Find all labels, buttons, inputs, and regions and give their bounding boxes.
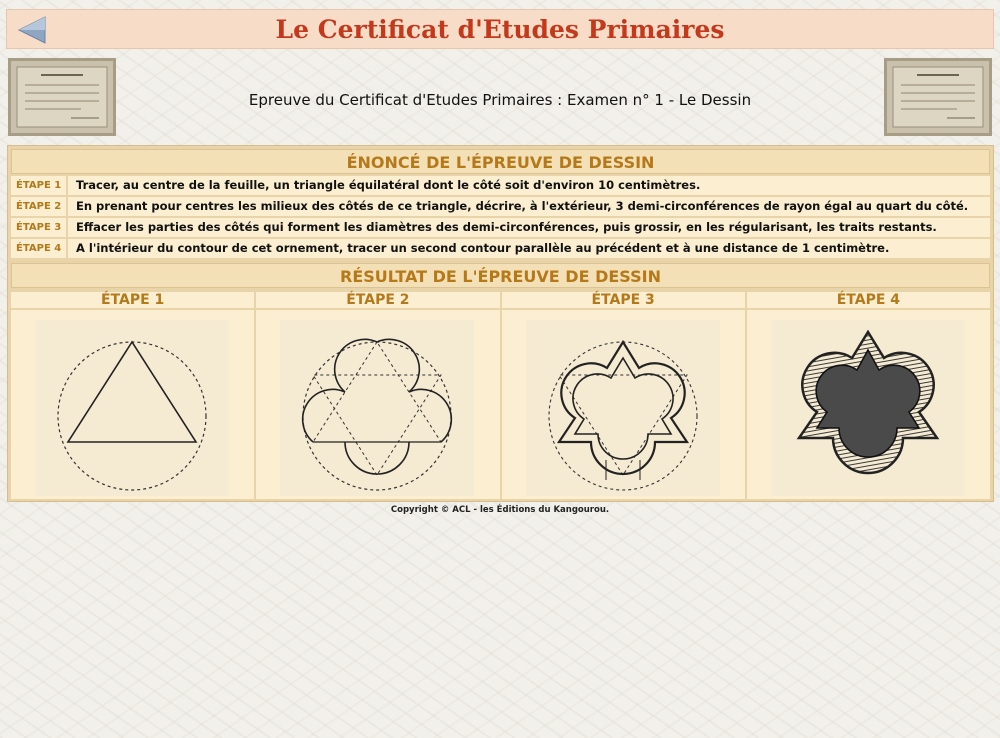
result-step-label: ÉTAPE 3	[502, 292, 745, 308]
result-column	[747, 292, 990, 499]
result-cell	[502, 310, 745, 499]
step-label: ÉTAPE 4	[11, 239, 66, 258]
table-row	[11, 176, 990, 195]
drawing-step-4	[771, 320, 965, 496]
exam-panel	[7, 145, 994, 502]
step-text: En prenant pour centres les milieux des côtés de ce triangle, décrire, à l'extérieur, 3 demi-circonférences de rayon égal au quart du côté.	[68, 197, 990, 216]
header-bar	[6, 9, 994, 49]
resultat-title: RÉSULTAT DE L'ÉPREUVE DE DESSIN	[11, 263, 990, 288]
result-cell	[747, 310, 990, 499]
result-cell	[256, 310, 499, 499]
result-column	[256, 292, 499, 499]
step-label: ÉTAPE 3	[11, 218, 66, 237]
result-column	[502, 292, 745, 499]
drawing-step-1	[35, 320, 229, 496]
enonce-title: ÉNONCÉ DE L'ÉPREUVE DE DESSIN	[11, 149, 990, 174]
table-row	[11, 239, 990, 258]
step-label: ÉTAPE 2	[11, 197, 66, 216]
copyright-notice: Copyright © ACL - les Éditions du Kangourou.	[390, 505, 610, 515]
result-grid	[11, 292, 990, 499]
site-title: Le Certificat d'Etudes Primaires	[275, 15, 725, 44]
step-text: Tracer, au centre de la feuille, un triangle équilatéral dont le côté soit d'environ 10 centimètres.	[68, 176, 990, 195]
step-label: ÉTAPE 1	[11, 176, 66, 195]
drawing-step-2	[280, 320, 474, 496]
result-step-label: ÉTAPE 2	[256, 292, 499, 308]
result-step-label: ÉTAPE 1	[11, 292, 254, 308]
drawing-step-3	[526, 320, 720, 496]
exam-subtitle: Epreuve du Certificat d'Etudes Primaires : Examen n° 1 - Le Dessin	[248, 91, 752, 109]
result-step-label: ÉTAPE 4	[747, 292, 990, 308]
result-column	[11, 292, 254, 499]
step-text: Effacer les parties des côtés qui forment les diamètres des demi-circonférences, puis grossir, en les régularisant, les traits restants.	[68, 218, 990, 237]
table-row	[11, 218, 990, 237]
enonce-steps	[11, 176, 990, 260]
step-text: A l'intérieur du contour de cet ornement, tracer un second contour parallèle au précédent et à une distance de 1 centimètre.	[68, 239, 990, 258]
table-row	[11, 197, 990, 216]
result-cell	[11, 310, 254, 499]
